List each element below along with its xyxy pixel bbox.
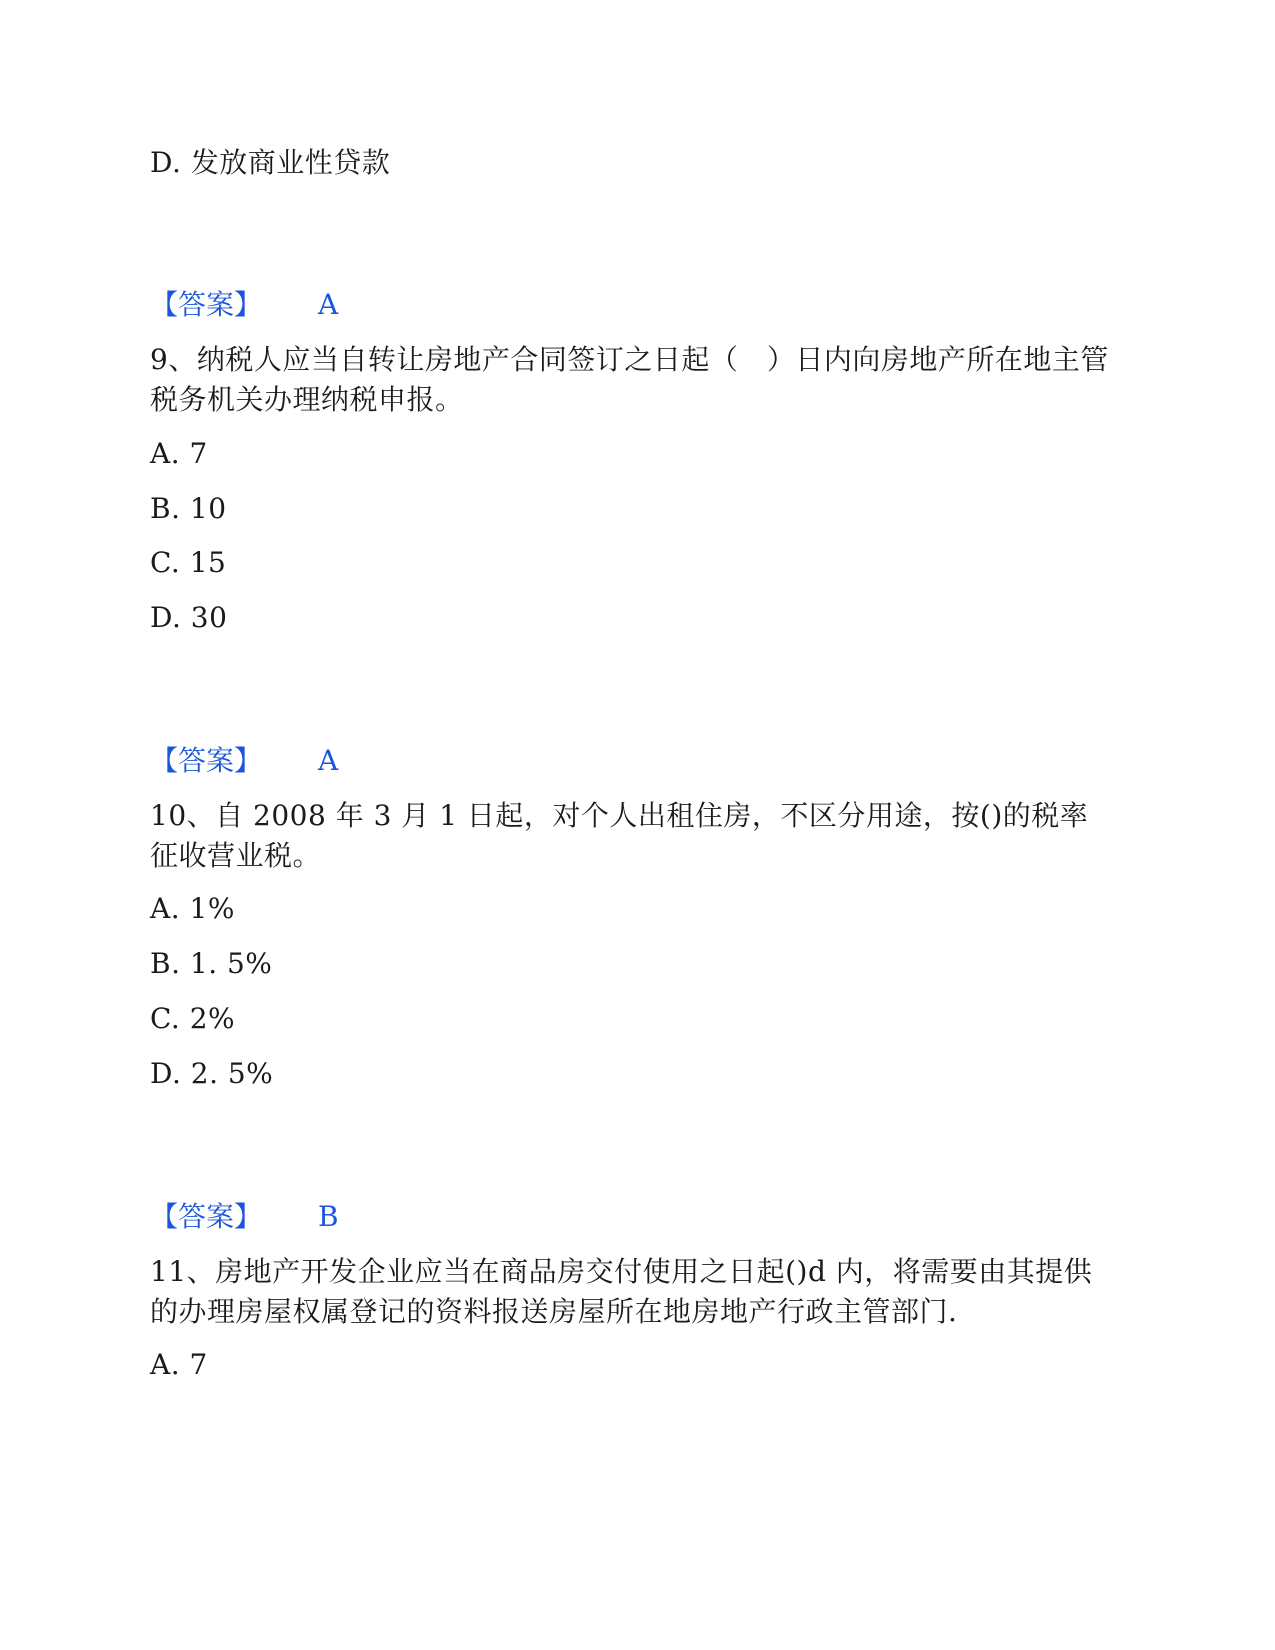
answer-8 — [150, 285, 338, 325]
question-10-option-c: C. 2% — [150, 1002, 236, 1035]
answer-value: A — [318, 288, 339, 321]
question-10-option-d: D. 2. 5% — [150, 1057, 274, 1090]
question-11-option-a: A. 7 — [150, 1348, 208, 1381]
question-9-option-a: A. 7 — [150, 437, 208, 470]
answer-value: A — [318, 744, 339, 777]
question-11-stem: 11、房地产开发企业应当在商品房交付使用之日起()d 内，将需要由其提供的办理房屋权属登记的资料报送房屋所在地房地产行政主管部门. — [150, 1255, 1093, 1328]
option-d: D. 发放商业性贷款 — [150, 146, 391, 179]
answer-tag: 【答案】 — [150, 1200, 263, 1233]
question-10-stem: 10、自 2008 年 3 月 1 日起，对个人出租住房，不区分用途，按()的税率征收营业税。 — [150, 799, 1089, 872]
question-9-stem: 9、纳税人应当自转让房地产合同签订之日起（ ）日内向房地产所在地主管税务机关办理纳税申报。 — [150, 343, 1109, 416]
question-10-option-b: B. 1. 5% — [150, 947, 273, 980]
answer-10 — [150, 1197, 339, 1237]
answer-tag: 【答案】 — [150, 744, 263, 777]
question-9-option-c: C. 15 — [150, 546, 227, 579]
question-9-option-b: B. 10 — [150, 492, 227, 525]
answer-tag: 【答案】 — [150, 288, 263, 321]
answer-9 — [150, 741, 338, 781]
question-10-option-a: A. 1% — [150, 892, 235, 925]
answer-value: B — [318, 1200, 339, 1233]
question-9-option-d: D. 30 — [150, 601, 228, 634]
